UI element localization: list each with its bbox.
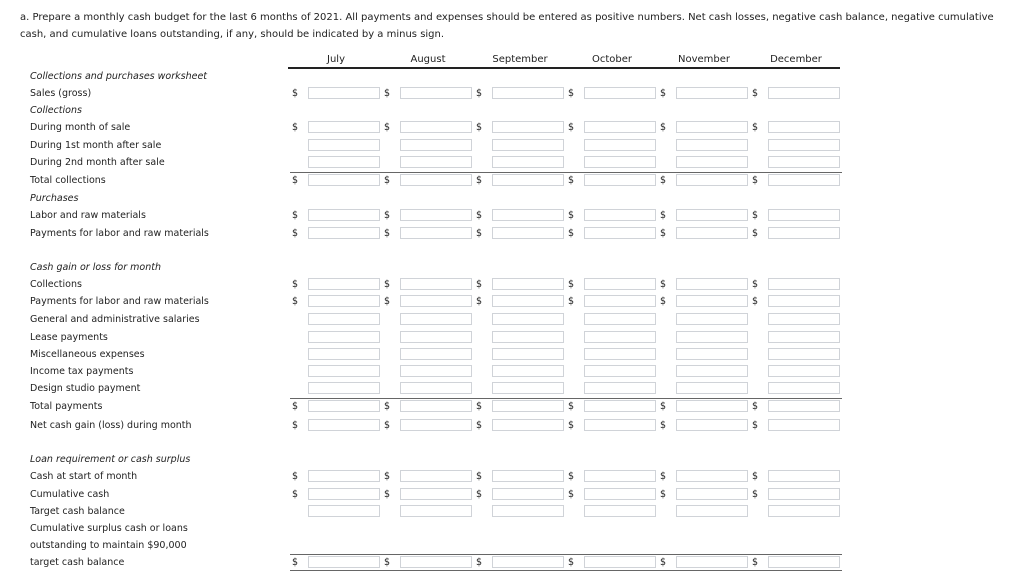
amount-input-august[interactable] bbox=[400, 174, 472, 186]
month-header-december: December bbox=[770, 54, 822, 65]
amount-input-december[interactable] bbox=[768, 348, 840, 360]
amount-input-september[interactable] bbox=[492, 331, 564, 343]
amount-input-july[interactable] bbox=[308, 121, 380, 133]
amount-input-december[interactable] bbox=[768, 382, 840, 394]
total-rule-above bbox=[750, 398, 842, 399]
amount-input-july[interactable] bbox=[308, 313, 380, 325]
amount-input-october[interactable] bbox=[584, 278, 656, 290]
table-row bbox=[0, 137, 1024, 154]
currency-symbol: $ bbox=[568, 175, 575, 186]
amount-input-september[interactable] bbox=[492, 156, 564, 168]
amount-input-december[interactable] bbox=[768, 419, 840, 431]
currency-symbol: $ bbox=[292, 210, 299, 221]
amount-input-july[interactable] bbox=[308, 505, 380, 517]
amount-input-december[interactable] bbox=[768, 209, 840, 221]
currency-symbol: $ bbox=[292, 296, 299, 307]
amount-input-october[interactable] bbox=[584, 348, 656, 360]
currency-symbol: $ bbox=[752, 296, 759, 307]
total-rule-above bbox=[382, 554, 474, 555]
row-label: Miscellaneous expenses bbox=[30, 349, 145, 360]
section-heading: Purchases bbox=[30, 193, 79, 204]
month-header-july: July bbox=[327, 54, 345, 65]
amount-input-september[interactable] bbox=[492, 419, 564, 431]
table-row bbox=[0, 520, 1024, 537]
amount-input-october[interactable] bbox=[584, 121, 656, 133]
amount-input-november[interactable] bbox=[676, 209, 748, 221]
section-heading: Cash gain or loss for month bbox=[30, 262, 162, 273]
amount-input-july[interactable] bbox=[308, 209, 380, 221]
amount-input-december[interactable] bbox=[768, 174, 840, 186]
table-row bbox=[0, 119, 1024, 136]
total-rule-above bbox=[658, 554, 750, 555]
total-rule-above bbox=[474, 398, 566, 399]
amount-input-september[interactable] bbox=[492, 505, 564, 517]
total-rule-below bbox=[750, 570, 842, 571]
amount-input-october[interactable] bbox=[584, 313, 656, 325]
currency-symbol: $ bbox=[292, 401, 299, 412]
month-header-september: September bbox=[492, 54, 548, 65]
row-label: Cumulative cash bbox=[30, 489, 110, 500]
row-label: Sales (gross) bbox=[30, 88, 92, 99]
amount-input-august[interactable] bbox=[400, 488, 472, 500]
currency-symbol: $ bbox=[752, 489, 759, 500]
total-rule-below bbox=[474, 570, 566, 571]
amount-input-december[interactable] bbox=[768, 156, 840, 168]
currency-symbol: $ bbox=[476, 296, 483, 307]
currency-symbol: $ bbox=[292, 88, 299, 99]
currency-symbol: $ bbox=[292, 557, 299, 568]
amount-input-december[interactable] bbox=[768, 331, 840, 343]
amount-input-july[interactable] bbox=[308, 295, 380, 307]
section-heading: Collections and purchases worksheet bbox=[30, 71, 208, 82]
row-label: During 1st month after sale bbox=[30, 140, 162, 151]
total-rule-below bbox=[566, 570, 658, 571]
amount-input-august[interactable] bbox=[400, 348, 472, 360]
amount-input-december[interactable] bbox=[768, 139, 840, 151]
amount-input-august[interactable] bbox=[400, 278, 472, 290]
amount-input-august[interactable] bbox=[400, 556, 472, 568]
currency-symbol: $ bbox=[476, 420, 483, 431]
currency-symbol: $ bbox=[384, 420, 391, 431]
currency-symbol: $ bbox=[292, 471, 299, 482]
currency-symbol: $ bbox=[384, 175, 391, 186]
currency-symbol: $ bbox=[660, 420, 667, 431]
amount-input-october[interactable] bbox=[584, 400, 656, 412]
currency-symbol: $ bbox=[292, 420, 299, 431]
total-rule-above bbox=[290, 398, 382, 399]
amount-input-july[interactable] bbox=[308, 382, 380, 394]
row-label: Cash at start of month bbox=[30, 471, 138, 482]
row-label: outstanding to maintain $90,000 bbox=[30, 540, 187, 551]
row-label: Cumulative surplus cash or loans bbox=[30, 523, 188, 534]
total-rule-above bbox=[566, 172, 658, 173]
total-rule-above bbox=[382, 398, 474, 399]
total-rule-below bbox=[290, 570, 382, 571]
amount-input-september[interactable] bbox=[492, 121, 564, 133]
currency-symbol: $ bbox=[568, 471, 575, 482]
table-row bbox=[0, 154, 1024, 171]
row-label: Total collections bbox=[30, 175, 106, 186]
currency-symbol: $ bbox=[660, 557, 667, 568]
currency-symbol: $ bbox=[476, 279, 483, 290]
amount-input-september[interactable] bbox=[492, 87, 564, 99]
amount-input-november[interactable] bbox=[676, 505, 748, 517]
currency-symbol: $ bbox=[476, 228, 483, 239]
row-label: Design studio payment bbox=[30, 383, 141, 394]
currency-symbol: $ bbox=[384, 122, 391, 133]
row-label: Total payments bbox=[30, 401, 103, 412]
currency-symbol: $ bbox=[660, 489, 667, 500]
currency-symbol: $ bbox=[384, 88, 391, 99]
table-row bbox=[0, 190, 1024, 207]
currency-symbol: $ bbox=[568, 489, 575, 500]
table-row bbox=[0, 468, 1024, 485]
amount-input-august[interactable] bbox=[400, 227, 472, 239]
amount-input-november[interactable] bbox=[676, 227, 748, 239]
currency-symbol: $ bbox=[476, 88, 483, 99]
table-row bbox=[0, 346, 1024, 363]
amount-input-september[interactable] bbox=[492, 365, 564, 377]
amount-input-september[interactable] bbox=[492, 400, 564, 412]
table-row bbox=[0, 276, 1024, 293]
currency-symbol: $ bbox=[568, 420, 575, 431]
amount-input-december[interactable] bbox=[768, 87, 840, 99]
table-row bbox=[0, 486, 1024, 503]
amount-input-november[interactable] bbox=[676, 382, 748, 394]
amount-input-november[interactable] bbox=[676, 488, 748, 500]
amount-input-september[interactable] bbox=[492, 139, 564, 151]
amount-input-october[interactable] bbox=[584, 209, 656, 221]
amount-input-november[interactable] bbox=[676, 139, 748, 151]
table-row bbox=[0, 311, 1024, 328]
amount-input-october[interactable] bbox=[584, 382, 656, 394]
amount-input-december[interactable] bbox=[768, 488, 840, 500]
amount-input-august[interactable] bbox=[400, 365, 472, 377]
amount-input-july[interactable] bbox=[308, 556, 380, 568]
amount-input-november[interactable] bbox=[676, 87, 748, 99]
currency-symbol: $ bbox=[568, 279, 575, 290]
currency-symbol: $ bbox=[660, 471, 667, 482]
table-row bbox=[0, 172, 1024, 189]
amount-input-august[interactable] bbox=[400, 209, 472, 221]
amount-input-october[interactable] bbox=[584, 419, 656, 431]
currency-symbol: $ bbox=[292, 279, 299, 290]
amount-input-november[interactable] bbox=[676, 174, 748, 186]
currency-symbol: $ bbox=[568, 401, 575, 412]
total-rule-above bbox=[750, 554, 842, 555]
amount-input-september[interactable] bbox=[492, 556, 564, 568]
amount-input-december[interactable] bbox=[768, 400, 840, 412]
amount-input-november[interactable] bbox=[676, 470, 748, 482]
currency-symbol: $ bbox=[384, 296, 391, 307]
currency-symbol: $ bbox=[476, 122, 483, 133]
month-header-august: August bbox=[410, 54, 446, 65]
currency-symbol: $ bbox=[568, 228, 575, 239]
currency-symbol: $ bbox=[384, 489, 391, 500]
row-label: Lease payments bbox=[30, 332, 108, 343]
amount-input-december[interactable] bbox=[768, 365, 840, 377]
currency-symbol: $ bbox=[660, 228, 667, 239]
amount-input-august[interactable] bbox=[400, 156, 472, 168]
amount-input-december[interactable] bbox=[768, 295, 840, 307]
currency-symbol: $ bbox=[292, 122, 299, 133]
table-row bbox=[0, 329, 1024, 346]
amount-input-november[interactable] bbox=[676, 295, 748, 307]
currency-symbol: $ bbox=[384, 401, 391, 412]
row-label: General and administrative salaries bbox=[30, 314, 200, 325]
total-rule-above bbox=[474, 554, 566, 555]
currency-symbol: $ bbox=[292, 175, 299, 186]
currency-symbol: $ bbox=[752, 88, 759, 99]
currency-symbol: $ bbox=[384, 279, 391, 290]
amount-input-august[interactable] bbox=[400, 400, 472, 412]
currency-symbol: $ bbox=[384, 471, 391, 482]
total-rule-above bbox=[750, 172, 842, 173]
currency-symbol: $ bbox=[568, 88, 575, 99]
total-rule-above bbox=[566, 554, 658, 555]
amount-input-october[interactable] bbox=[584, 505, 656, 517]
row-label: Net cash gain (loss) during month bbox=[30, 420, 192, 431]
section-heading: Collections bbox=[30, 105, 82, 116]
amount-input-october[interactable] bbox=[584, 156, 656, 168]
amount-input-july[interactable] bbox=[308, 278, 380, 290]
currency-symbol: $ bbox=[476, 175, 483, 186]
amount-input-september[interactable] bbox=[492, 488, 564, 500]
amount-input-august[interactable] bbox=[400, 313, 472, 325]
currency-symbol: $ bbox=[752, 228, 759, 239]
currency-symbol: $ bbox=[752, 210, 759, 221]
row-label: Labor and raw materials bbox=[30, 210, 146, 221]
amount-input-july[interactable] bbox=[308, 419, 380, 431]
amount-input-november[interactable] bbox=[676, 348, 748, 360]
amount-input-november[interactable] bbox=[676, 331, 748, 343]
amount-input-august[interactable] bbox=[400, 470, 472, 482]
table-row bbox=[0, 417, 1024, 434]
row-label: Payments for labor and raw materials bbox=[30, 228, 209, 239]
currency-symbol: $ bbox=[476, 557, 483, 568]
currency-symbol: $ bbox=[660, 279, 667, 290]
currency-symbol: $ bbox=[660, 210, 667, 221]
amount-input-july[interactable] bbox=[308, 227, 380, 239]
currency-symbol: $ bbox=[752, 279, 759, 290]
amount-input-december[interactable] bbox=[768, 227, 840, 239]
row-label: Payments for labor and raw materials bbox=[30, 296, 209, 307]
amount-input-september[interactable] bbox=[492, 382, 564, 394]
total-rule-above bbox=[382, 172, 474, 173]
row-label: During 2nd month after sale bbox=[30, 157, 165, 168]
table-row bbox=[0, 102, 1024, 119]
month-header-november: November bbox=[677, 54, 731, 65]
currency-symbol: $ bbox=[568, 557, 575, 568]
table-row bbox=[0, 363, 1024, 380]
amount-input-october[interactable] bbox=[584, 295, 656, 307]
amount-input-august[interactable] bbox=[400, 419, 472, 431]
currency-symbol: $ bbox=[660, 88, 667, 99]
amount-input-november[interactable] bbox=[676, 365, 748, 377]
amount-input-november[interactable] bbox=[676, 156, 748, 168]
amount-input-october[interactable] bbox=[584, 87, 656, 99]
amount-input-september[interactable] bbox=[492, 295, 564, 307]
total-rule-above bbox=[290, 172, 382, 173]
currency-symbol: $ bbox=[660, 401, 667, 412]
currency-symbol: $ bbox=[292, 228, 299, 239]
amount-input-december[interactable] bbox=[768, 505, 840, 517]
currency-symbol: $ bbox=[384, 210, 391, 221]
amount-input-october[interactable] bbox=[584, 470, 656, 482]
table-row bbox=[0, 259, 1024, 276]
amount-input-november[interactable] bbox=[676, 419, 748, 431]
amount-input-november[interactable] bbox=[676, 556, 748, 568]
amount-input-september[interactable] bbox=[492, 348, 564, 360]
row-label: target cash balance bbox=[30, 557, 125, 568]
month-header-october: October bbox=[591, 54, 633, 65]
currency-symbol: $ bbox=[568, 296, 575, 307]
total-rule-below bbox=[658, 570, 750, 571]
amount-input-december[interactable] bbox=[768, 278, 840, 290]
currency-symbol: $ bbox=[476, 471, 483, 482]
amount-input-october[interactable] bbox=[584, 174, 656, 186]
amount-input-july[interactable] bbox=[308, 87, 380, 99]
amount-input-july[interactable] bbox=[308, 139, 380, 151]
row-label: During month of sale bbox=[30, 122, 131, 133]
row-label: Income tax payments bbox=[30, 366, 134, 377]
total-rule-above bbox=[290, 554, 382, 555]
amount-input-september[interactable] bbox=[492, 470, 564, 482]
amount-input-august[interactable] bbox=[400, 87, 472, 99]
amount-input-september[interactable] bbox=[492, 313, 564, 325]
total-rule-above bbox=[658, 172, 750, 173]
currency-symbol: $ bbox=[752, 401, 759, 412]
amount-input-july[interactable] bbox=[308, 348, 380, 360]
currency-symbol: $ bbox=[568, 122, 575, 133]
table-row bbox=[0, 85, 1024, 102]
row-label: Target cash balance bbox=[30, 506, 125, 517]
amount-input-july[interactable] bbox=[308, 470, 380, 482]
amount-input-october[interactable] bbox=[584, 556, 656, 568]
amount-input-december[interactable] bbox=[768, 470, 840, 482]
currency-symbol: $ bbox=[752, 471, 759, 482]
table-row bbox=[0, 68, 1024, 85]
row-label: Collections bbox=[30, 279, 82, 290]
amount-input-october[interactable] bbox=[584, 365, 656, 377]
amount-input-july[interactable] bbox=[308, 174, 380, 186]
currency-symbol: $ bbox=[384, 228, 391, 239]
table-row bbox=[0, 537, 1024, 554]
amount-input-august[interactable] bbox=[400, 331, 472, 343]
instructions-text: a. Prepare a monthly cash budget for the last 6 months of 2021. All payments and expenses should be entered as positive numbers. Net cash losses, negative cash balance, negative cumulative cash, and cumulative loans outstanding, if any, should be indicated by a minus sign. bbox=[20, 12, 994, 40]
amount-input-september[interactable] bbox=[492, 209, 564, 221]
currency-symbol: $ bbox=[568, 210, 575, 221]
amount-input-september[interactable] bbox=[492, 227, 564, 239]
amount-input-august[interactable] bbox=[400, 121, 472, 133]
amount-input-july[interactable] bbox=[308, 488, 380, 500]
table-row bbox=[0, 380, 1024, 397]
currency-symbol: $ bbox=[752, 175, 759, 186]
amount-input-december[interactable] bbox=[768, 121, 840, 133]
table-row bbox=[0, 503, 1024, 520]
currency-symbol: $ bbox=[476, 401, 483, 412]
currency-symbol: $ bbox=[660, 296, 667, 307]
amount-input-november[interactable] bbox=[676, 313, 748, 325]
amount-input-august[interactable] bbox=[400, 382, 472, 394]
amount-input-october[interactable] bbox=[584, 488, 656, 500]
amount-input-august[interactable] bbox=[400, 139, 472, 151]
currency-symbol: $ bbox=[660, 122, 667, 133]
table-row bbox=[0, 554, 1024, 571]
currency-symbol: $ bbox=[752, 557, 759, 568]
currency-symbol: $ bbox=[292, 489, 299, 500]
total-rule-above bbox=[658, 398, 750, 399]
currency-symbol: $ bbox=[476, 489, 483, 500]
total-rule-above bbox=[474, 172, 566, 173]
amount-input-november[interactable] bbox=[676, 400, 748, 412]
currency-symbol: $ bbox=[476, 210, 483, 221]
table-row bbox=[0, 207, 1024, 224]
amount-input-july[interactable] bbox=[308, 365, 380, 377]
amount-input-october[interactable] bbox=[584, 331, 656, 343]
table-row bbox=[0, 451, 1024, 468]
amount-input-september[interactable] bbox=[492, 278, 564, 290]
amount-input-october[interactable] bbox=[584, 227, 656, 239]
currency-symbol: $ bbox=[660, 175, 667, 186]
amount-input-november[interactable] bbox=[676, 121, 748, 133]
amount-input-november[interactable] bbox=[676, 278, 748, 290]
amount-input-september[interactable] bbox=[492, 174, 564, 186]
total-rule-below bbox=[382, 570, 474, 571]
amount-input-december[interactable] bbox=[768, 556, 840, 568]
currency-symbol: $ bbox=[752, 420, 759, 431]
amount-input-july[interactable] bbox=[308, 400, 380, 412]
amount-input-july[interactable] bbox=[308, 156, 380, 168]
currency-symbol: $ bbox=[752, 122, 759, 133]
amount-input-october[interactable] bbox=[584, 139, 656, 151]
amount-input-december[interactable] bbox=[768, 313, 840, 325]
table-row bbox=[0, 225, 1024, 242]
table-row bbox=[0, 398, 1024, 415]
amount-input-august[interactable] bbox=[400, 295, 472, 307]
currency-symbol: $ bbox=[384, 557, 391, 568]
total-rule-above bbox=[566, 398, 658, 399]
amount-input-july[interactable] bbox=[308, 331, 380, 343]
amount-input-august[interactable] bbox=[400, 505, 472, 517]
section-heading: Loan requirement or cash surplus bbox=[30, 454, 191, 465]
table-row bbox=[0, 293, 1024, 310]
